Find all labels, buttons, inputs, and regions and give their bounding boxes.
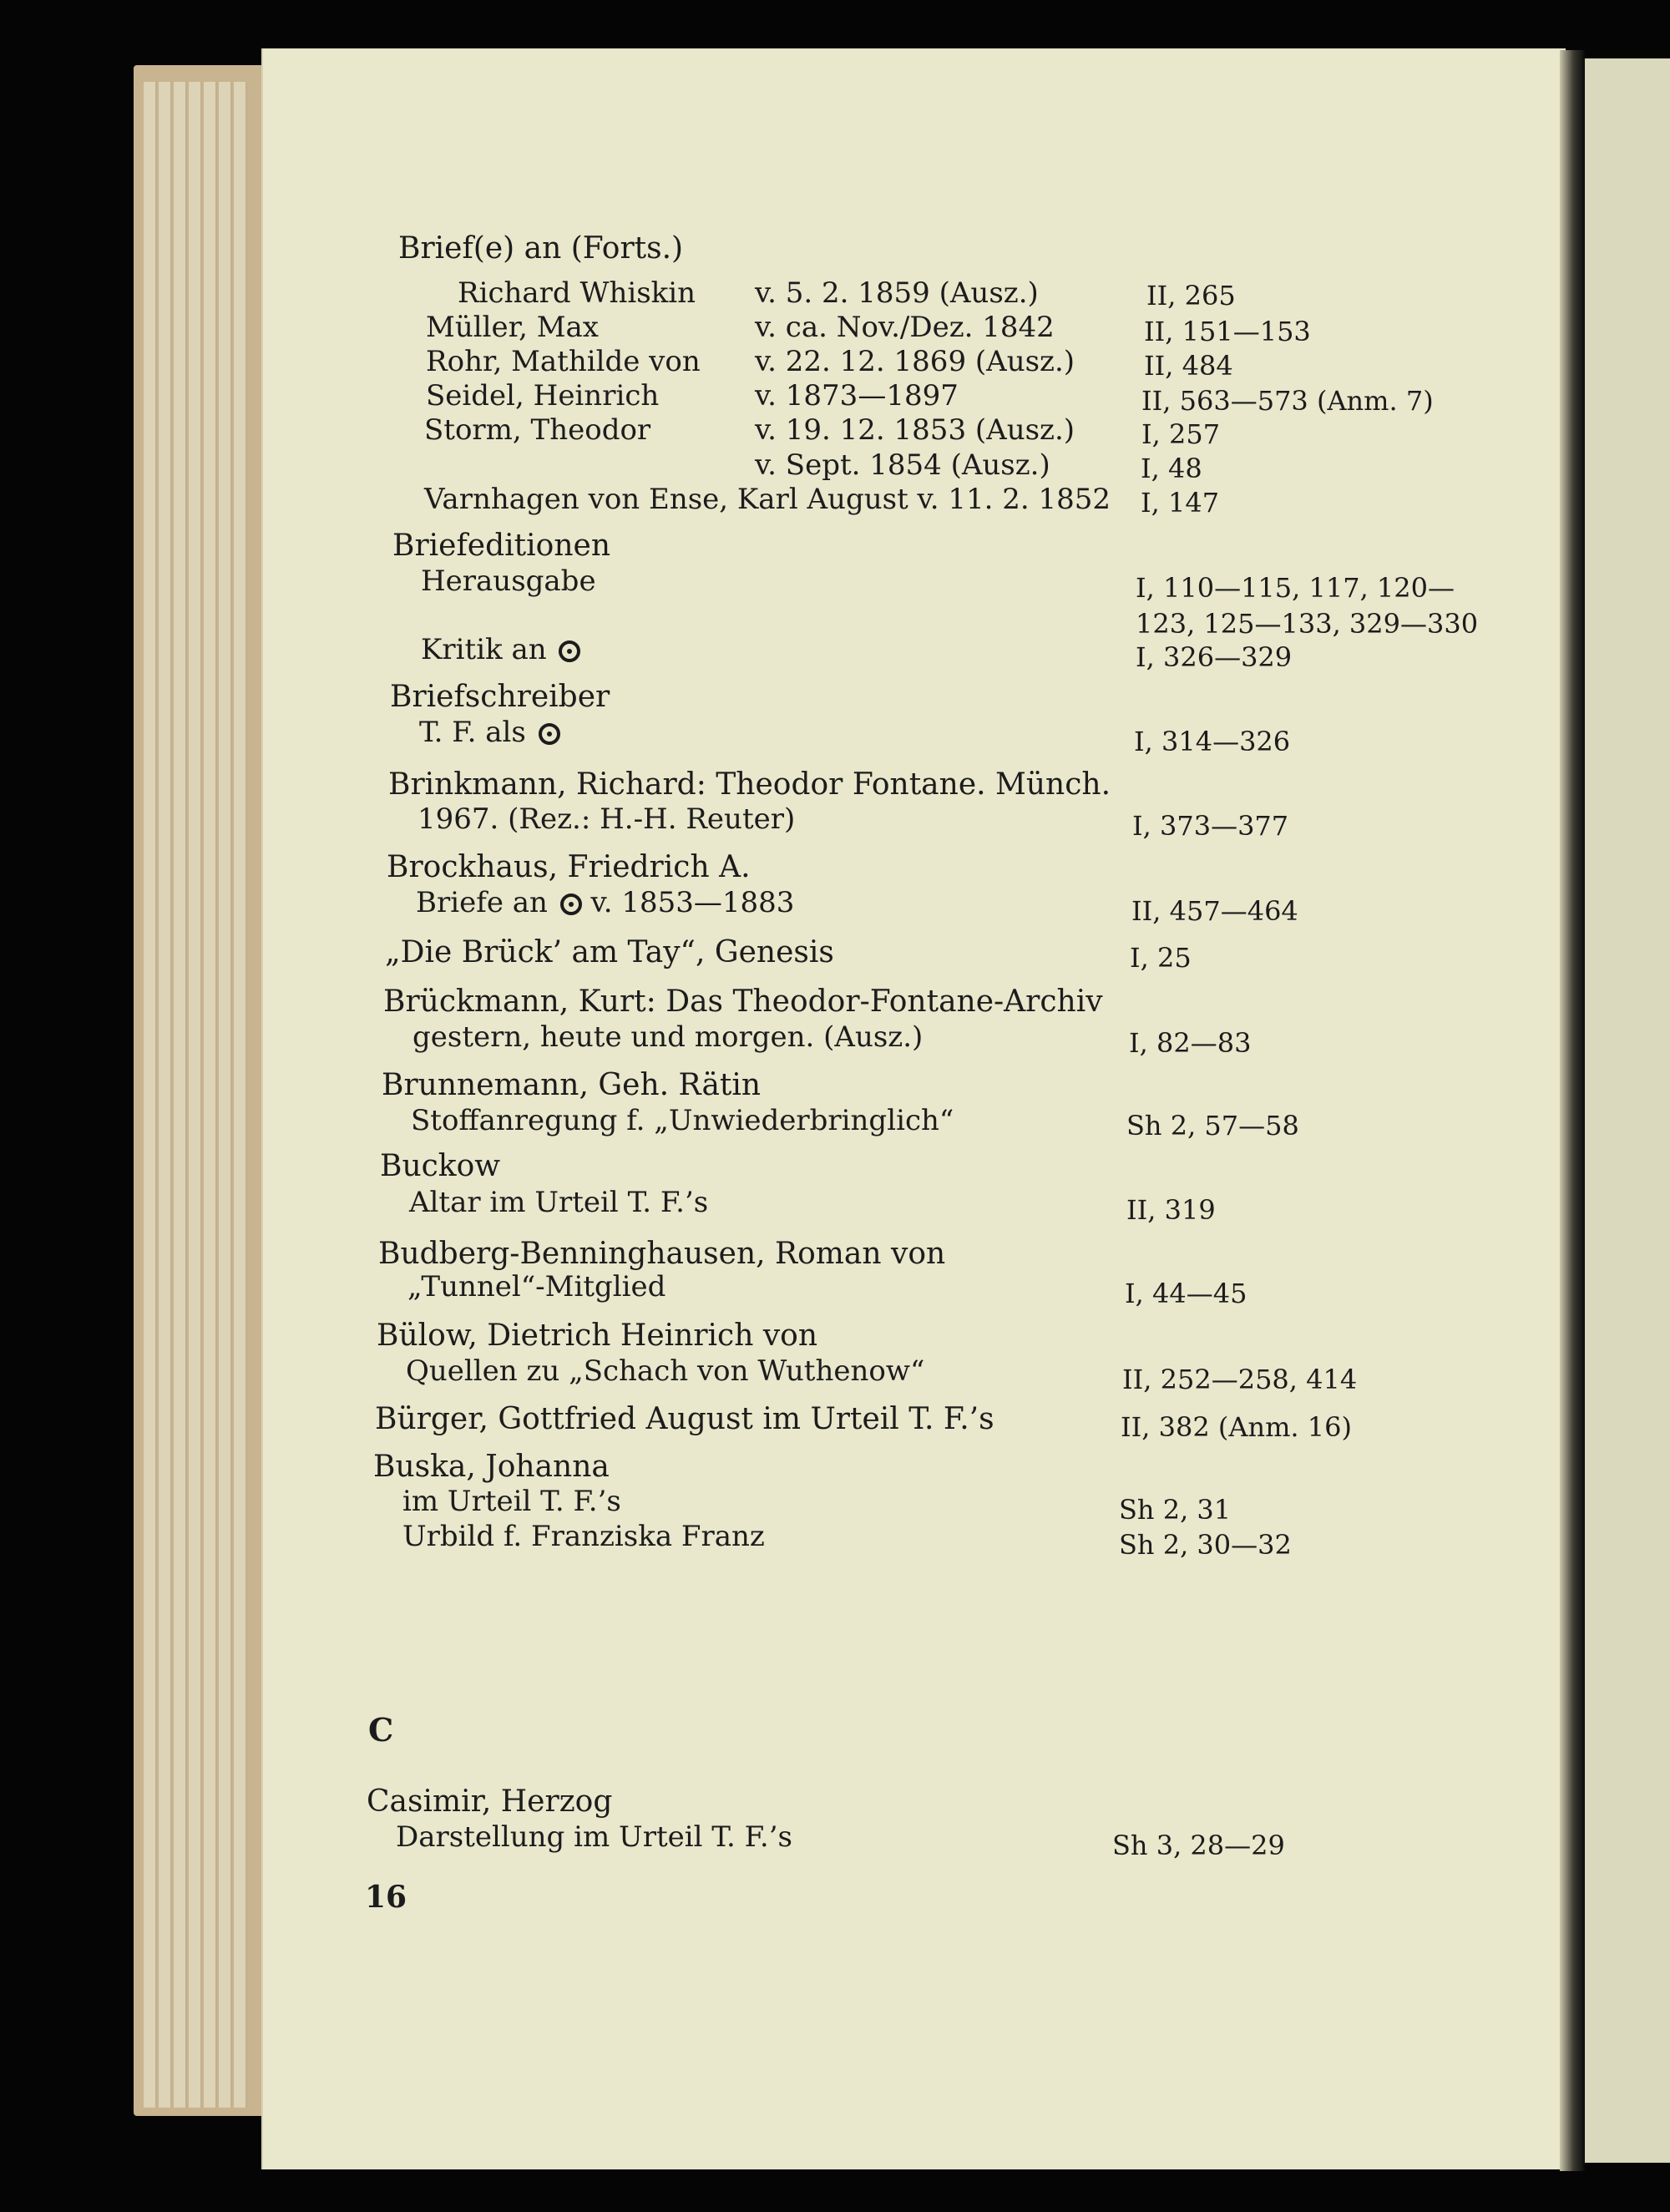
letter-ref: I, 257 bbox=[1141, 418, 1221, 450]
entry-subheading-label: Briefe an bbox=[416, 886, 548, 919]
entry-subheading: 1967. (Rez.: H.-H. Reuter) bbox=[418, 802, 796, 836]
entry-ref: II, 382 (Anm. 16) bbox=[1121, 1411, 1352, 1443]
entry-heading: Brinkmann, Richard: Theodor Fontane. Münch. bbox=[388, 767, 1111, 802]
entry-heading: Brückmann, Kurt: Das Theodor-Fontane-Archiv bbox=[383, 985, 1103, 1019]
entry-subheading: Darstellung im Urteil T. F.’s bbox=[396, 1820, 792, 1854]
entry-ref: Sh 2, 30—32 bbox=[1119, 1529, 1292, 1561]
page-edge bbox=[144, 82, 157, 2108]
entry-heading: Casimir, Herzog bbox=[367, 1784, 613, 1819]
letter-recipient: Varnhagen von Ense, Karl August v. 11. 2. 1852 bbox=[424, 483, 1111, 516]
letter-ref: II, 563—573 (Anm. 7) bbox=[1141, 385, 1434, 417]
entry-subheading-label: T. F. als bbox=[419, 716, 526, 749]
entry-subheading: Herausgabe bbox=[421, 564, 596, 598]
entry-ref: II, 252—258, 414 bbox=[1122, 1364, 1358, 1395]
page-edge bbox=[234, 82, 247, 2108]
page-number: 16 bbox=[365, 1880, 407, 1915]
entry-subheading bbox=[416, 886, 794, 919]
entry-heading: „Die Brück’ am Tay“, Genesis bbox=[385, 935, 834, 969]
page-edge bbox=[174, 82, 187, 2108]
letter-ref: I, 147 bbox=[1141, 487, 1220, 519]
entry-ref: I, 44—45 bbox=[1125, 1278, 1247, 1309]
letter-date: v. 1873—1897 bbox=[755, 379, 959, 413]
page-edge bbox=[204, 82, 217, 2108]
entry-subheading: Altar im Urteil T. F.’s bbox=[409, 1186, 709, 1219]
entry-ref: II, 457—464 bbox=[1131, 895, 1298, 927]
entry-ref: Sh 2, 57—58 bbox=[1126, 1110, 1299, 1141]
entry-ref: I, 326—329 bbox=[1136, 641, 1293, 673]
entry-heading: Brockhaus, Friedrich A. bbox=[387, 850, 751, 884]
entry-subheading-dates: v. 1853—1883 bbox=[590, 886, 795, 919]
letter-date: v. 22. 12. 1869 (Ausz.) bbox=[755, 345, 1075, 378]
book-gutter bbox=[1560, 50, 1585, 2171]
entry-ref: I, 314—326 bbox=[1134, 726, 1291, 757]
entry-subheading: gestern, heute und morgen. (Ausz.) bbox=[412, 1020, 924, 1054]
page-edge bbox=[189, 82, 202, 2108]
letter-recipient: Storm, Theodor bbox=[424, 413, 651, 447]
author-symbol-icon bbox=[560, 893, 582, 915]
entry-heading: Bülow, Dietrich Heinrich von bbox=[377, 1319, 818, 1353]
entry-subheading: Urbild f. Franziska Franz bbox=[402, 1520, 765, 1553]
section-letter: C bbox=[368, 1711, 394, 1749]
letter-recipient: Müller, Max bbox=[426, 311, 599, 344]
entry-subheading bbox=[421, 633, 580, 666]
entry-ref-continued: 123, 125—133, 329—330 bbox=[1136, 608, 1479, 640]
entry-subheading: Quellen zu „Schach von Wuthenow“ bbox=[406, 1354, 925, 1388]
entry-ref: II, 319 bbox=[1126, 1194, 1216, 1226]
entry-heading: Brunnemann, Geh. Rätin bbox=[382, 1068, 762, 1102]
entry-heading: Bürger, Gottfried August im Urteil T. F.’s bbox=[375, 1402, 994, 1436]
letter-recipient: Seidel, Heinrich bbox=[426, 379, 660, 413]
entry-heading: Briefeditionen bbox=[392, 529, 610, 563]
entry-subheading: „Tunnel“-Mitglied bbox=[407, 1270, 666, 1303]
entry-ref: Sh 2, 31 bbox=[1119, 1494, 1232, 1526]
entry-subheading: Stoffanregung f. „Unwiederbringlich“ bbox=[411, 1104, 954, 1137]
entry-subheading: im Urteil T. F.’s bbox=[402, 1485, 621, 1518]
facing-page-edge bbox=[1585, 58, 1670, 2163]
entry-heading: Budberg-Benninghausen, Roman von bbox=[378, 1237, 946, 1271]
letter-recipient: Richard Whiskin bbox=[458, 276, 696, 310]
entry-subheading bbox=[419, 716, 560, 749]
letter-date: v. 19. 12. 1853 (Ausz.) bbox=[755, 413, 1075, 447]
letter-date: v. Sept. 1854 (Ausz.) bbox=[755, 448, 1050, 482]
entry-heading: Buckow bbox=[380, 1149, 501, 1183]
entry-ref: I, 110—115, 117, 120— bbox=[1136, 572, 1455, 604]
entry-heading: Briefschreiber bbox=[390, 680, 610, 714]
entry-ref: Sh 3, 28—29 bbox=[1112, 1830, 1285, 1861]
entry-heading: Buska, Johanna bbox=[373, 1450, 610, 1484]
letter-ref: I, 48 bbox=[1141, 453, 1202, 484]
author-symbol-icon bbox=[559, 640, 580, 662]
letter-ref: II, 484 bbox=[1144, 350, 1233, 382]
continued-heading: Brief(e) an (Forts.) bbox=[398, 231, 684, 266]
author-symbol-icon bbox=[539, 723, 560, 745]
letter-date: v. 5. 2. 1859 (Ausz.) bbox=[755, 276, 1039, 310]
letter-recipient: Rohr, Mathilde von bbox=[426, 345, 701, 378]
page-edge bbox=[159, 82, 172, 2108]
letter-ref: II, 265 bbox=[1146, 280, 1236, 311]
entry-ref: I, 25 bbox=[1130, 942, 1192, 974]
entry-subheading-label: Kritik an bbox=[421, 633, 547, 666]
page-edge bbox=[219, 82, 232, 2108]
entry-ref: I, 373—377 bbox=[1132, 810, 1289, 842]
letter-ref: II, 151—153 bbox=[1144, 316, 1311, 347]
letter-date: v. ca. Nov./Dez. 1842 bbox=[755, 311, 1055, 344]
entry-ref: I, 82—83 bbox=[1129, 1027, 1252, 1059]
